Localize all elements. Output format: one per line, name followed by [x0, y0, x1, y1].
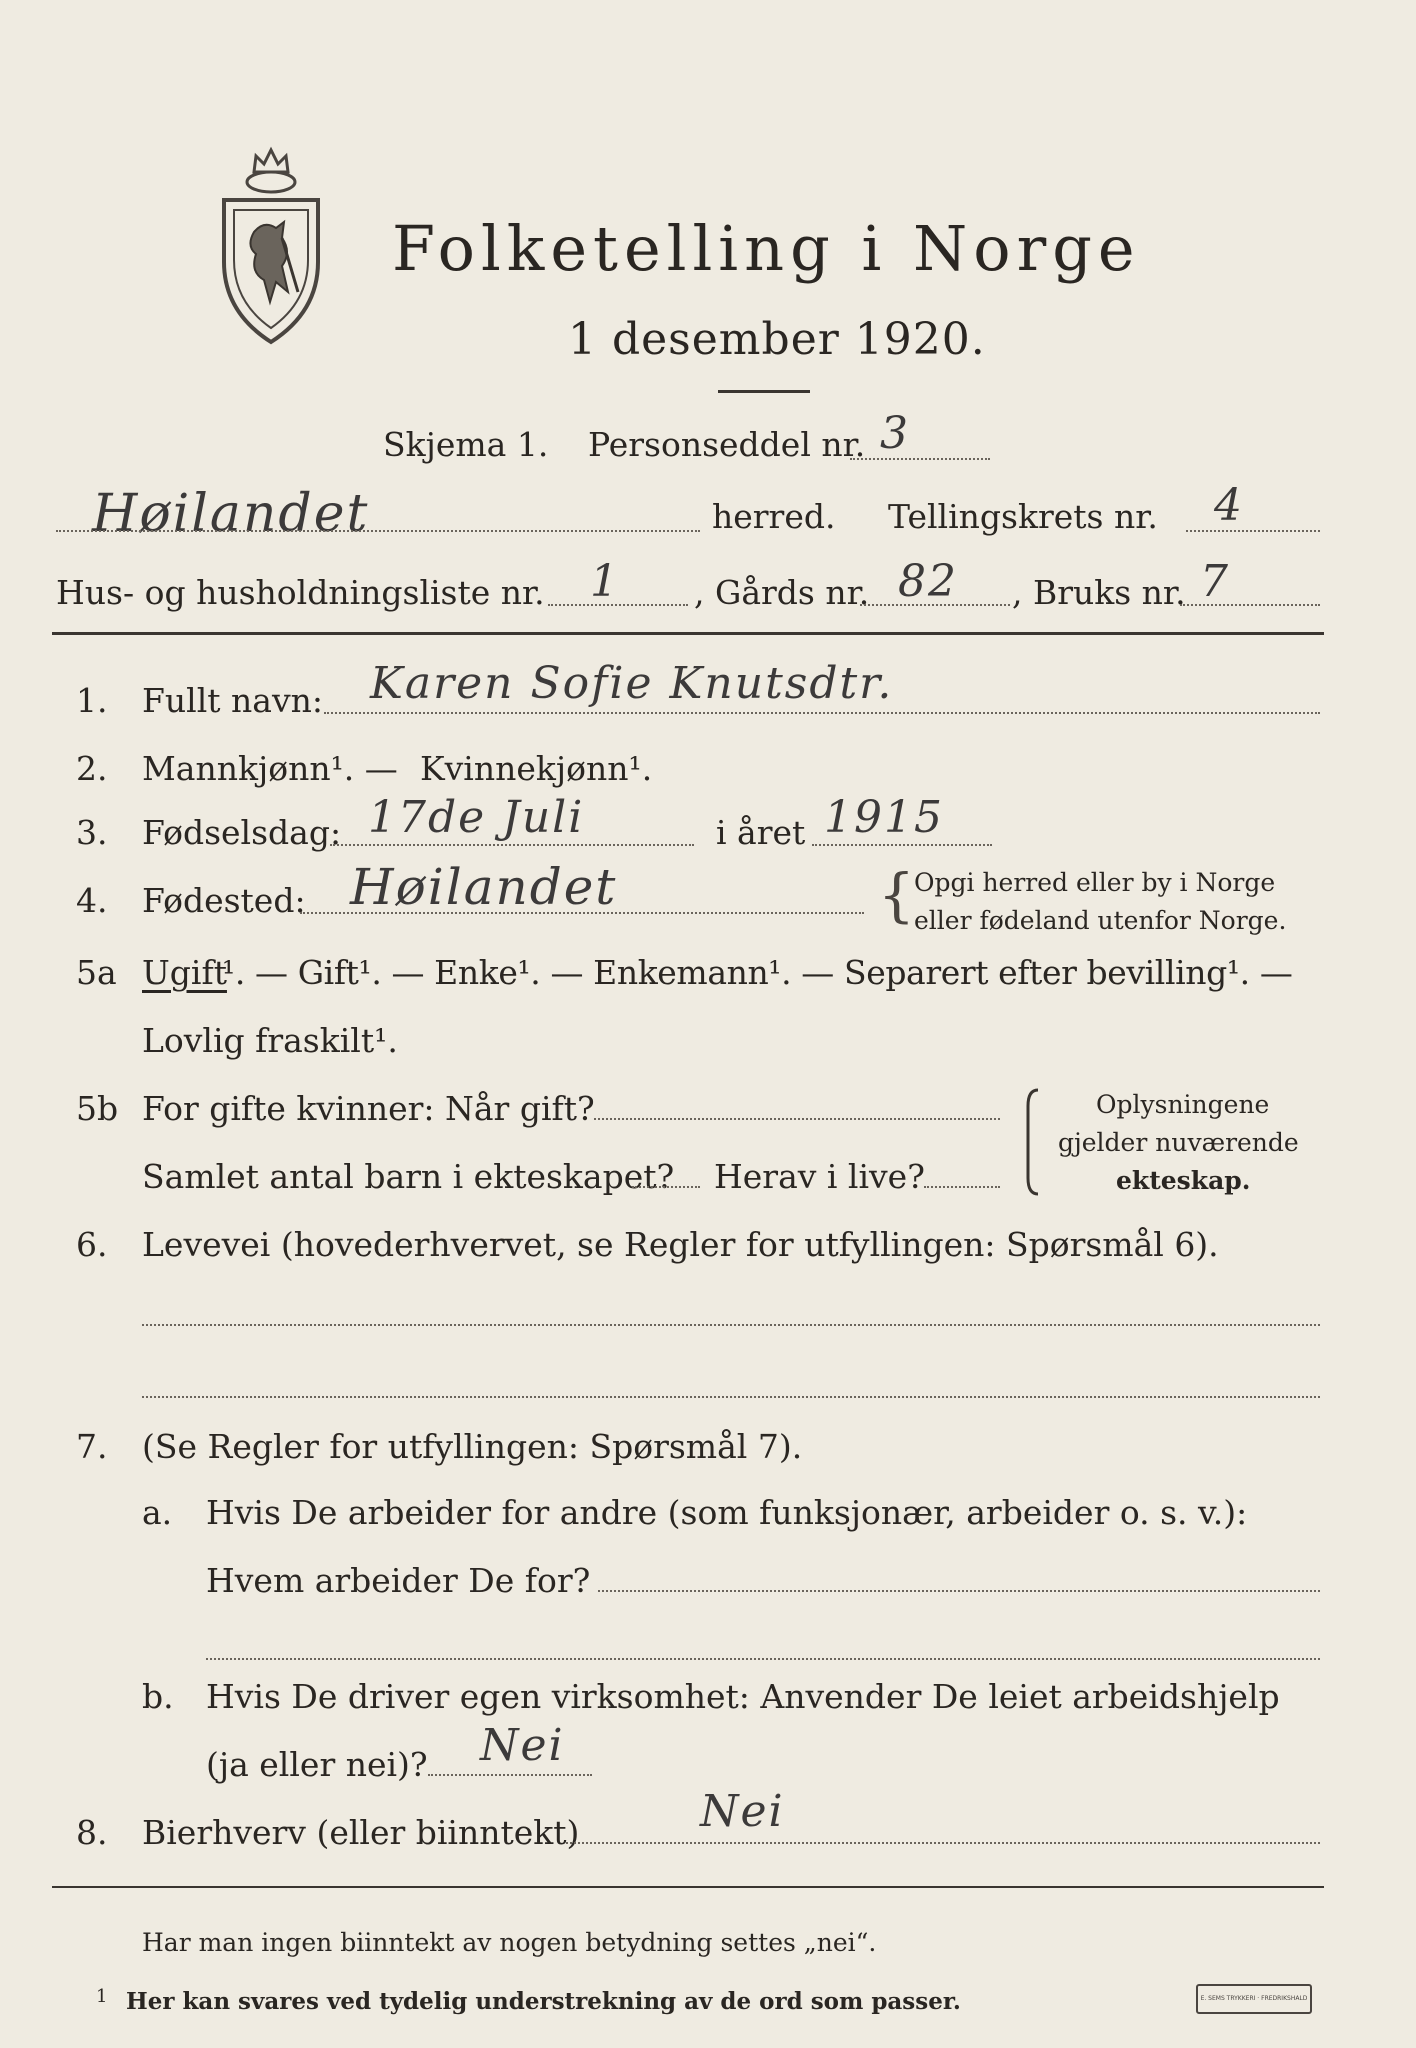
- q5a-ugift: Ugift: [142, 953, 227, 992]
- q6-number: 6.: [76, 1225, 108, 1264]
- q3-year-line: [812, 844, 992, 846]
- q4-number: 4.: [76, 881, 108, 920]
- q7b-label2: (ja eller nei)?: [206, 1745, 428, 1784]
- q8-line: [566, 1842, 1320, 1844]
- q6-line2: [142, 1396, 1320, 1398]
- q5b-note1: Oplysningene: [1096, 1090, 1270, 1119]
- q1-number: 1.: [76, 681, 108, 720]
- personseddel-label: Personseddel nr.: [588, 425, 866, 464]
- q1-line: [324, 712, 1320, 714]
- q1-label: Fullt navn:: [142, 681, 323, 720]
- q7-number: 7.: [76, 1427, 108, 1466]
- q3-line: [330, 844, 694, 846]
- q7-label: (Se Regler for utfyllingen: Spørsmål 7).: [142, 1427, 803, 1466]
- q7b-label1: Hvis De driver egen virksomhet: Anvender De leiet arbeidshjelp: [206, 1677, 1280, 1716]
- q2-number: 2.: [76, 749, 108, 788]
- printer-stamp-text: E. SEMS TRYKKERI · FREDRIKSHALD: [1200, 1995, 1308, 2002]
- q5b-label2: Samlet antal barn i ekteskapet?: [142, 1157, 675, 1196]
- q7a-letter: a.: [142, 1493, 173, 1532]
- footer-divider: [52, 1886, 1324, 1888]
- q3-year-label: i året: [716, 813, 806, 852]
- q4-note-line1: Opgi herred eller by i Norge: [914, 868, 1276, 897]
- census-date: 1 desember 1920.: [568, 314, 986, 365]
- q5b-label1: For gifte kvinner: Når gift?: [142, 1089, 595, 1128]
- q3-number: 3.: [76, 813, 108, 852]
- q8-number: 8.: [76, 1813, 108, 1852]
- footer-note: Har man ingen biinntekt av nogen betydning settes „nei“.: [142, 1928, 877, 1957]
- title-divider: [718, 390, 810, 393]
- q6-line1: [142, 1324, 1320, 1326]
- footnote-mark: 1: [96, 1986, 108, 2007]
- tellingskrets-line: [1186, 530, 1320, 532]
- q7a-label2: Hvem arbeider De for?: [206, 1561, 591, 1600]
- q8-value[interactable]: Nei: [700, 1786, 785, 1837]
- q5b-number: 5b: [76, 1089, 119, 1128]
- q7a-line2: [206, 1658, 1320, 1660]
- footnote-text: Her kan svares ved tydelig understrekning av de ord som passer.: [126, 1988, 961, 2015]
- husliste-label: Hus- og husholdningsliste nr.: [56, 573, 545, 612]
- q6-label: Levevei (hovederhvervet, se Regler for utfyllingen: Spørsmål 6).: [142, 1225, 1219, 1264]
- q4-label: Fødested:: [142, 881, 306, 920]
- personseddel-value[interactable]: 3: [880, 408, 910, 459]
- q5b-note3: ekteskap.: [1116, 1166, 1251, 1195]
- tellingskrets-label: Tellingskrets nr.: [888, 497, 1158, 536]
- printer-stamp: [1196, 1984, 1312, 2014]
- header-divider: [52, 632, 1324, 635]
- q7b-value[interactable]: Nei: [480, 1720, 565, 1771]
- q5b-bracket: [1022, 1086, 1042, 1198]
- husliste-value[interactable]: 1: [590, 556, 620, 607]
- herred-value[interactable]: Høilandet: [92, 484, 370, 544]
- form-title: Folketelling i Norge: [392, 212, 1141, 285]
- bruks-label: , Bruks nr.: [1012, 573, 1186, 612]
- q5b-children-line: [632, 1186, 700, 1188]
- herred-line: [56, 530, 700, 532]
- herred-label: herred.: [712, 497, 836, 536]
- q5a-number: 5a: [76, 953, 117, 992]
- q5a-options: ¹. — Gift¹. — Enke¹. — Enkemann¹. — Separert efter bevilling¹. —: [222, 953, 1293, 992]
- gards-value[interactable]: 82: [898, 556, 958, 607]
- q5b-married-line: [594, 1118, 1000, 1120]
- birthday-value[interactable]: 17de Juli: [368, 792, 585, 843]
- q7a-employer-line: [598, 1590, 1320, 1592]
- bruks-value[interactable]: 7: [1200, 556, 1230, 607]
- q5b-note2: gjelder nuværende: [1058, 1128, 1299, 1157]
- q4-note-line2: eller fødeland utenfor Norge.: [914, 906, 1287, 935]
- personseddel-line: [850, 458, 990, 460]
- q8-label: Bierhverv (eller biinntekt): [142, 1813, 580, 1852]
- q2-label-female: Kvinnekjønn¹.: [420, 749, 653, 788]
- q7a-label1: Hvis De arbeider for andre (som funksjonær, arbeider o. s. v.):: [206, 1493, 1248, 1532]
- q7b-line: [428, 1774, 592, 1776]
- coat-of-arms-icon: [212, 142, 330, 352]
- full-name-value[interactable]: Karen Sofie Knutsdtr.: [370, 658, 894, 709]
- q7b-letter: b.: [142, 1677, 174, 1716]
- q5a-line2: Lovlig fraskilt¹.: [142, 1021, 398, 1060]
- q2-label-male: Mannkjønn¹. —: [142, 749, 398, 788]
- schema-label: Skjema 1.: [383, 425, 549, 464]
- tellingskrets-value[interactable]: 4: [1214, 480, 1244, 531]
- q5b-alive-line: [924, 1186, 1000, 1188]
- q4-brace: {: [878, 861, 915, 929]
- gards-label: , Gårds nr.: [694, 573, 870, 612]
- q5b-label3: Herav i live?: [714, 1157, 925, 1196]
- q3-label: Fødselsdag:: [142, 813, 342, 852]
- birthplace-value[interactable]: Høilandet: [350, 858, 618, 916]
- birth-year-value[interactable]: 1915: [824, 792, 944, 843]
